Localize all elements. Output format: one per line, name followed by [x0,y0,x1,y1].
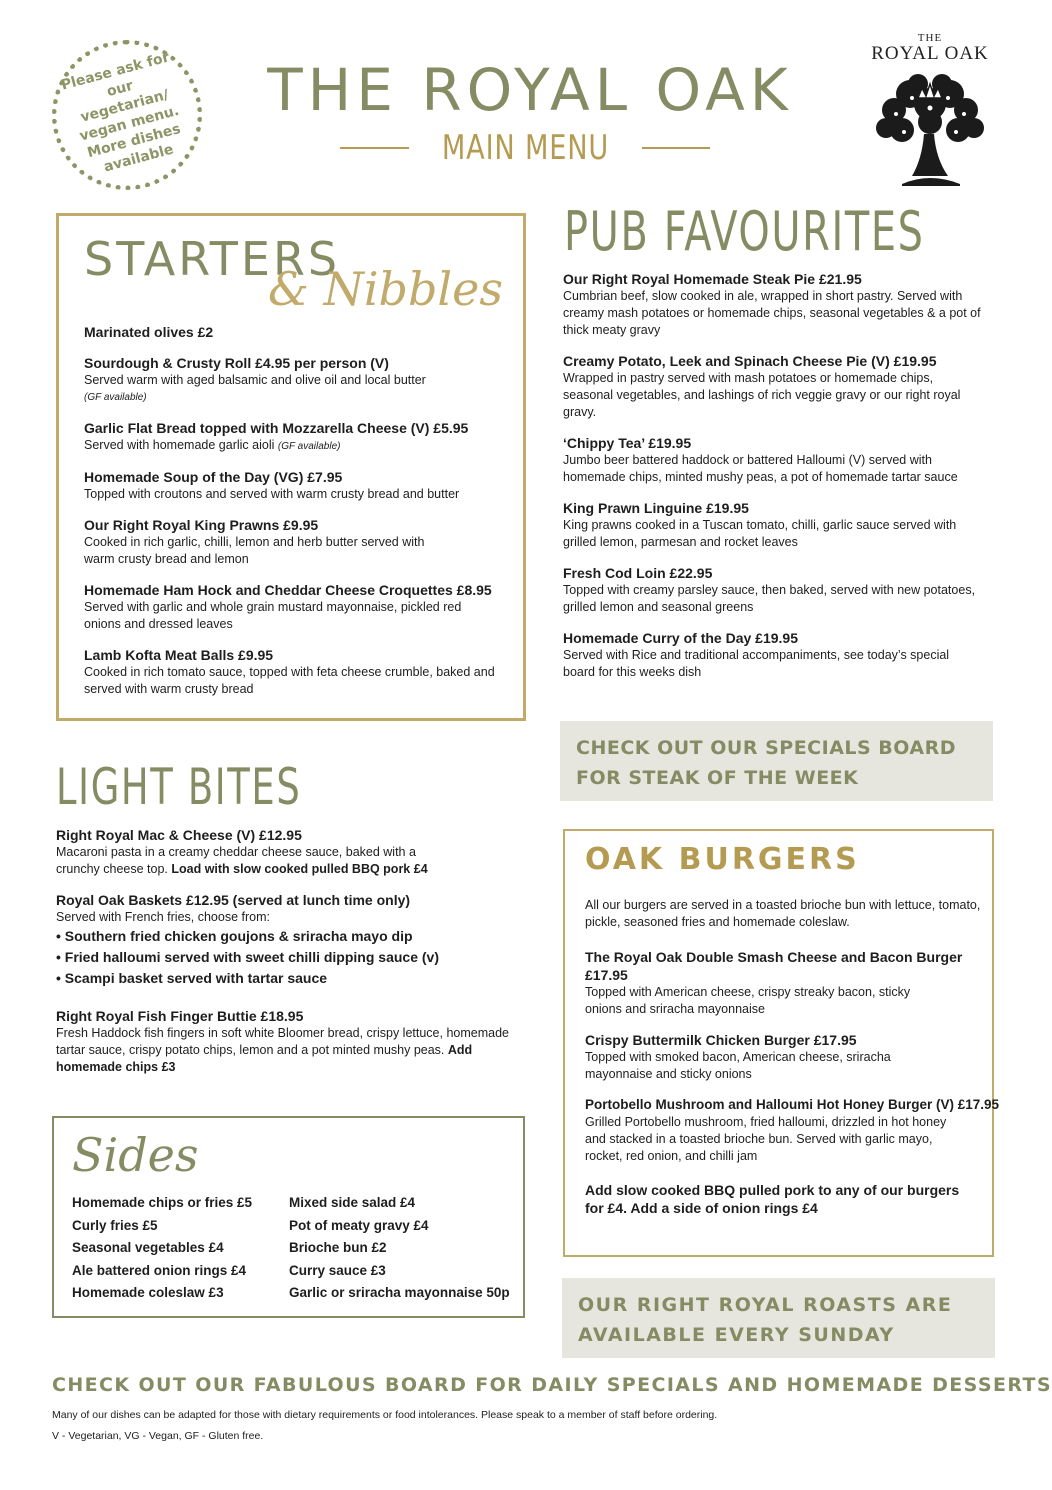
vegetarian-menu-stamp [52,40,202,190]
starters-list [84,323,514,711]
item-name: Right Royal Fish Finger Buttie £18.95 [56,1008,304,1024]
item-desc: Cooked in rich garlic, chilli, lemon and herb butter served with warm crusty bread and lemon [84,535,425,566]
item-desc: Served with French fries, choose from: [56,910,270,924]
item-desc: Topped with croutons and served with warm crusty bread and butter [84,487,460,501]
item-name: Homemade Curry of the Day £19.95 [563,630,798,646]
basket-option: • Fried halloumi served with sweet chilli dipping sauce (v) [56,949,439,965]
item-name: Our Right Royal King Prawns £9.95 [84,517,319,533]
starters-heading: STARTERS [84,232,341,286]
steak-of-week-banner [560,721,993,801]
burgers-list [585,948,1000,1217]
list-item [563,564,983,616]
banner-line: FOR STEAK OF THE WEEK [576,767,859,789]
list-item [84,646,514,698]
item-name: Creamy Potato, Leek and Spinach Cheese Pie (V) £19.95 [563,353,937,369]
item-desc: Served with Rice and traditional accompaniments, see today’s special board for this weeks dish [563,648,950,679]
item-extra: Add homemade chips £3 [56,1043,473,1074]
list-item [56,1007,526,1076]
banner-line: CHECK OUT OUR SPECIALS BOARD [576,737,957,759]
side-item: Homemade chips or fries £5 [72,1195,253,1210]
list-item [84,419,514,455]
item-desc: Served with garlic and whole grain mustard mayonnaise, pickled red onions and dressed leaves [84,600,462,631]
basket-option: • Southern fried chicken goujons & sriracha mayo dip [56,928,413,944]
item-extra: Load with slow cooked pulled BBQ pork £4 [171,862,428,876]
item-desc: Fresh Haddock fish fingers in soft white Bloomer bread, crispy lettuce, homemade tartar sauce, crispy potato chips, lemon and a pot minted mushy peas. [56,1026,509,1057]
page-subtitle: MAIN MENU [441,128,609,168]
list-item [585,1031,990,1083]
item-desc: King prawns cooked in a Tuscan tomato, chilli, garlic sauce served with grilled lemon, parmesan and rocket leaves [563,518,957,549]
logo-name-text: ROYAL OAK [871,43,989,64]
item-name: Royal Oak Baskets £12.95 (served at lunch time only) [56,892,411,908]
banner-line: AVAILABLE EVERY SUNDAY [578,1324,895,1346]
list-item [84,323,514,341]
burgers-addon: Add slow cooked BBQ pulled pork to any of our burgers for £4. Add a side of onion rings £4 [585,1182,960,1216]
item-note: (GF available) [84,392,147,403]
side-item: Curry sauce £3 [289,1262,386,1278]
item-name: King Prawn Linguine £19.95 [563,500,749,516]
item-name: Crispy Buttermilk Chicken Burger £17.95 [585,1032,857,1048]
light-bites-heading: LIGHT BITES [56,758,302,816]
list-item [585,1096,1000,1165]
item-desc: Grilled Portobello mushroom, fried halloumi, drizzled in hot honey and stacked in a toasted brioche bun. Served with garlic mayo, rocket, red onion, and chilli jam [585,1115,947,1163]
list-item [585,948,990,1018]
item-name: Right Royal Mac & Cheese (V) £12.95 [56,827,302,843]
item-name: ‘Chippy Tea’ £19.95 [563,435,692,451]
sides-heading: Sides [72,1128,199,1182]
side-item: Pot of meaty gravy £4 [289,1217,429,1233]
side-item: Ale battered onion rings £4 [72,1262,247,1278]
item-desc: Macaroni pasta in a creamy cheddar cheese sauce, baked with a crunchy cheese top. [56,845,416,876]
side-item: Garlic or sriracha mayonnaise 50p [289,1285,510,1300]
footer-dietary-note: Many of our dishes can be adapted for those with dietary requirements or food intolerances. Please speak to a member of staff before ordering. [52,1409,718,1421]
item-name: Lamb Kofta Meat Balls £9.95 [84,647,274,663]
stamp-text: Please ask for our vegetarian/ vegan menu. More dishes available [59,49,183,176]
burgers-intro: All our burgers are served in a toasted brioche bun with lettuce, tomato, pickle, seasoned fries and homemade coleslaw. [585,898,981,929]
royal-oak-logo [870,32,990,192]
item-desc: Served with homemade garlic aioli [84,438,275,452]
item-desc: Cooked in rich tomato sauce, topped with feta cheese crumble, baked and served with warm crusty bread [84,665,495,696]
pub-favourites-heading: PUB FAVOURITES [564,200,925,263]
side-item: Seasonal vegetables £4 [72,1240,224,1255]
item-desc: Cumbrian beef, slow cooked in ale, wrapped in short pastry. Served with creamy mash potatoes or homemade chips, seasonal vegetables & a pot of thick meaty gravy [563,289,981,337]
side-item: Brioche bun £2 [289,1240,387,1255]
item-name: Homemade Soup of the Day (VG) £7.95 [84,469,343,485]
item-name: Fresh Cod Loin £22.95 [563,565,713,581]
side-item: Homemade coleslaw £3 [72,1285,224,1300]
burgers-heading: OAK BURGERS [585,842,860,877]
item-desc: Wrapped in pastry served with mash potatoes or homemade chips, seasonal vegetables, and lashings of rich veggie gravy or our right royal gravy. [563,371,961,419]
subtitle-rule-left [340,147,409,149]
list-item [56,891,526,989]
list-item [563,352,983,421]
side-item: Curly fries £5 [72,1217,158,1233]
item-name: Sourdough & Crusty Roll £4.95 per person (V) [84,355,389,371]
list-item [563,629,983,681]
item-name: The Royal Oak Double Smash Cheese and Bacon Burger £17.95 [585,949,963,983]
light-bites-list [56,826,526,1089]
item-desc: Topped with smoked bacon, American cheese, sriracha mayonnaise and sticky onions [585,1050,891,1081]
item-desc: Served warm with aged balsamic and olive oil and local butter [84,373,426,387]
list-item [563,434,983,486]
subtitle-rule-right [642,147,711,149]
item-desc-row [56,844,456,878]
basket-option: • Scampi basket served with tartar sauce [56,970,328,986]
page-title: THE ROYAL OAK [267,56,793,124]
item-name: Marinated olives £2 [84,324,214,340]
logo-the-text: THE [917,32,943,44]
list-item [563,270,983,339]
item-name: Portobello Mushroom and Halloumi Hot Honey Burger (V) £17.95 [585,1097,1000,1112]
list-item [56,826,526,878]
subtitle-row [340,128,710,168]
side-item: Mixed side salad £4 [289,1195,416,1210]
item-desc-row [84,437,514,455]
item-name: Our Right Royal Homemade Steak Pie £21.95 [563,271,862,287]
item-note: (GF available) [277,441,341,452]
sides-column-left [72,1192,287,1305]
list-item [84,581,514,633]
item-desc: Jumbo beer battered haddock or battered Halloumi (V) served with homemade chips, minted mushy peas, a pot of homemade tartar sauce [563,453,958,484]
sides-column-right [289,1192,525,1305]
oak-tree-icon [872,64,988,188]
footer-dietary-key: V - Vegetarian, VG - Vegan, GF - Gluten free. [52,1430,264,1442]
item-name: Homemade Ham Hock and Cheddar Cheese Croquettes £8.95 [84,582,492,598]
list-item [563,499,983,551]
item-desc: Topped with creamy parsley sauce, then baked, served with new potatoes, grilled lemon and seasonal greens [563,583,976,614]
footer-heading: CHECK OUT OUR FABULOUS BOARD FOR DAILY SPECIALS AND HOMEMADE DESSERTS [52,1374,1052,1396]
list-item [84,468,514,503]
pub-favourites-list [563,270,983,694]
item-name: Garlic Flat Bread topped with Mozzarella Cheese (V) £5.95 [84,420,469,436]
banner-line: OUR RIGHT ROYAL ROASTS ARE [578,1294,953,1316]
list-item [84,354,514,406]
list-item [84,516,514,568]
sunday-roasts-banner [562,1278,995,1358]
item-desc: Topped with American cheese, crispy streaky bacon, sticky onions and sriracha mayonnaise [585,985,911,1016]
nibbles-heading: & Nibbles [268,262,503,316]
item-desc-row [56,1025,516,1076]
